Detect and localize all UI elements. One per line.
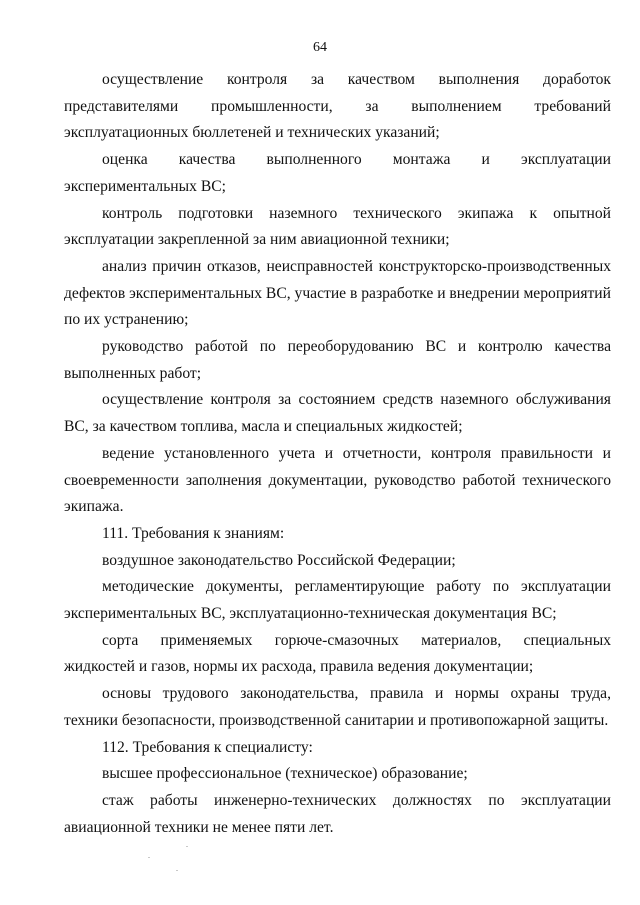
paragraph-duty-ground-equipment: осуществление контроля за состоянием средств наземного обслуживания ВС, за качеством топлива, масла и специальных жидкостей;	[64, 391, 611, 436]
paragraph-knowledge-air-law: воздушное законодательство Российской Федерации;	[102, 551, 456, 569]
scan-artifact	[148, 857, 150, 858]
paragraph-duty-installation-assessment: оценка качества выполненного монтажа и эксплуатации экспериментальных ВС;	[64, 151, 611, 195]
paragraph-duty-crew-preparation: контроль подготовки наземного технического экипажа к опытной эксплуатации закрепленной за ним авиационной техники;	[64, 204, 611, 249]
scan-artifact	[186, 846, 188, 847]
paragraph-duty-failure-analysis: анализ причин отказов, неисправностей конструкторско-производственных дефектов экспериментальных ВС, участие в разработке и внедрении мероприятий по их устранению;	[64, 257, 611, 329]
scan-artifact	[176, 870, 178, 871]
paragraph-duty-reequipment: руководство работой по переоборудованию ВС и контролю качества выполненных работ;	[64, 338, 611, 382]
paragraph-duty-records: ведение установленного учета и отчетности, контроля правильности и своевременности заполнения документации, руководство работой технического экипажа.	[64, 444, 611, 516]
section-heading-specialist-requirements: 112. Требования к специалисту:	[102, 738, 313, 756]
paragraph-knowledge-labor-safety: основы трудового законодательства, правила и нормы охраны труда, техники безопасности, производственной санитарии и противопожарной защиты.	[64, 685, 611, 729]
section-heading-knowledge: 111. Требования к знаниям:	[102, 524, 285, 542]
paragraph-duty-modification-control: осуществление контроля за качеством выполнения доработок представителями промышленности, за выполнением требований эксплуатационных бюллетеней и технических указаний;	[64, 71, 611, 142]
paragraph-requirement-experience: стаж работы инженерно-технических должностях по эксплуатации авиационной техники не менее пяти лет.	[64, 791, 611, 836]
page-number: 64	[313, 40, 327, 55]
paragraph-knowledge-fuels: сорта применяемых горюче-смазочных материалов, специальных жидкостей и газов, нормы их расхода, правила ведения документации;	[64, 631, 611, 676]
document-body	[64, 67, 611, 841]
paragraph-requirement-education: высшее профессиональное (техническое) образование;	[102, 765, 468, 783]
paragraph-knowledge-methodical-docs: методические документы, регламентирующие работу по эксплуатации экспериментальных ВС, эксплуатационно-техническая документация ВС;	[64, 578, 611, 623]
